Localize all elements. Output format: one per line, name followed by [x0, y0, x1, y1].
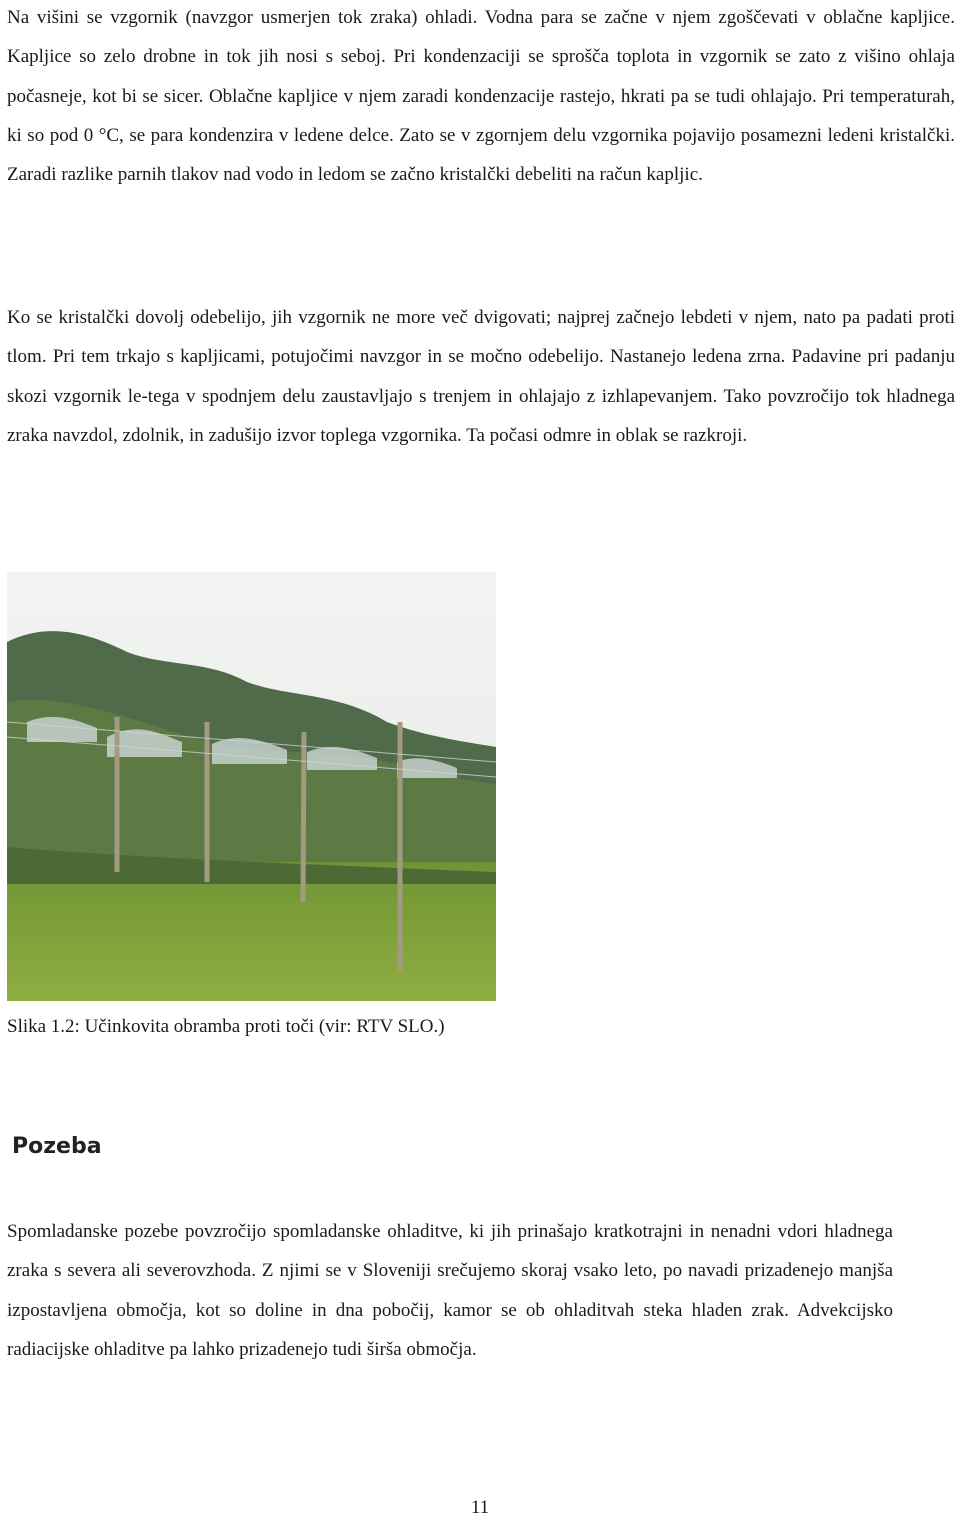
paragraph-hail-fall: Ko se kristalčki dovolj odebelijo, jih vzgornik ne more več dvigovati; najprej začnejo lebdeti v njem, nato pa padati proti tlom. Pri tem trkajo s kapljicami, potujočimi navzgor in se močno odebelijo. Nastanejo ledena zrna. Padavine pri padanju skozi vzgornik le-tega v spodnjem delu zaustavljajo s trenjem in ohlajajo z izhlapevanjem. Tako povzročijo tok hladnega zraka navzdol, zdolnik, in zadušijo izvor toplega vzgornika. Ta počasi odmre in oblak se razkroji.	[7, 307, 955, 446]
page-number: 11	[470, 1497, 490, 1518]
orchard-illustration	[7, 572, 496, 1001]
paragraph-spring-frost: Spomladanske pozebe povzročijo spomladanske ohladitve, ki jih prinašajo kratkotrajni in nenadni vdori hladnega zraka s severa ali severovzhoda. Z njimi se v Sloveniji srečujemo skoraj vsako leto, po navadi prizadenejo manjša izpostavljena območja, kot so doline in dna pobočij, kamor se ob ohladitvah steka hladen zrak. Advekcijsko radiacijske ohladitve pa lahko prizadenejo tudi širša območja.	[7, 1221, 893, 1360]
hail-net-orchard-photo	[7, 572, 496, 1001]
paragraph-hail-formation: Na višini se vzgornik (navzgor usmerjen tok zraka) ohladi. Vodna para se začne v njem zgoščevati v oblačne kapljice. Kapljice so zelo drobne in tok jih nosi s seboj. Pri kondenzaciji se sprošča toplota in vzgornik se zato z višino ohlaja počasneje, kot bi se sicer. Oblačne kapljice v njem zaradi kondenzacije rastejo, hkrati pa se tudi ohlajajo. Pri temperaturah, ki so pod 0 °C, se para kondenzira v ledene delce. Zato se v zgornjem delu vzgornika pojavijo posamezni ledeni kristalčki. Zaradi razlike parnih tlakov nad vodo in ledom se začno kristalčki debeliti na račun kapljic.	[7, 7, 955, 186]
figure-caption: Slika 1.2: Učinkovita obramba proti toči (vir: RTV SLO.)	[7, 1016, 445, 1037]
section-heading: Pozeba	[12, 1134, 102, 1159]
